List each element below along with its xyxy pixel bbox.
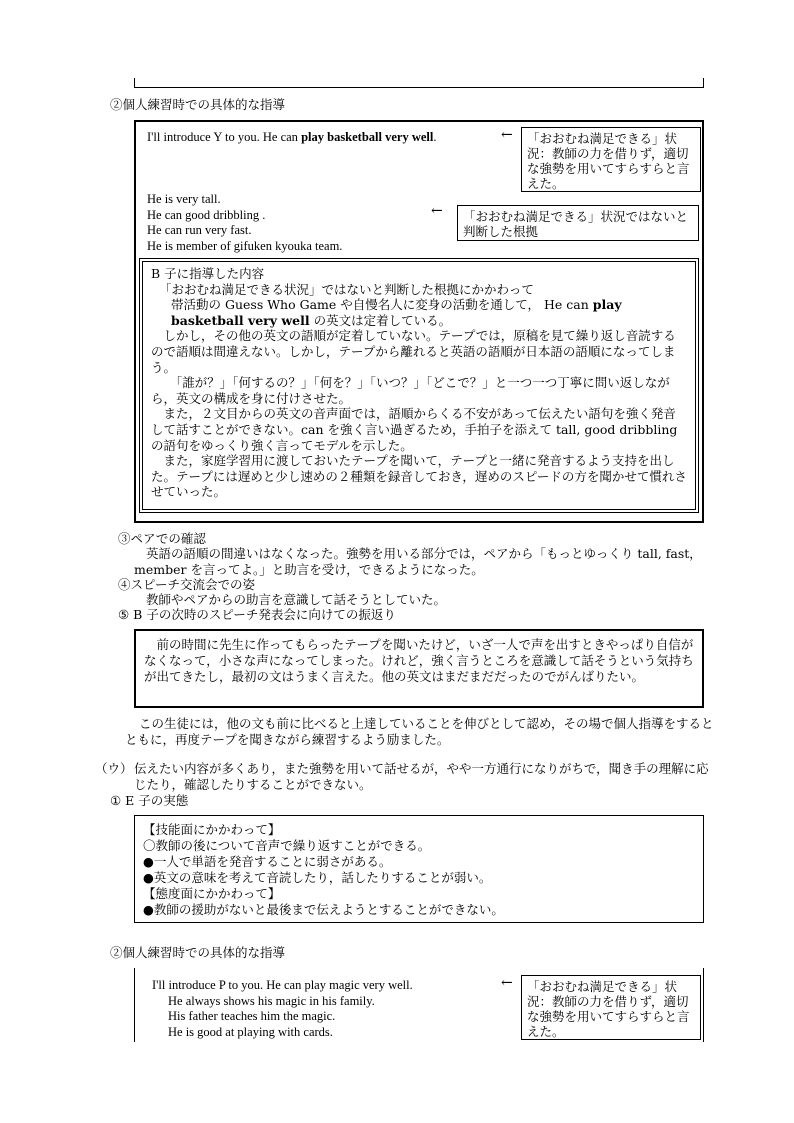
guidance-paragraph: 帯活動の Guess Who Game や自慢名人に変身の活動を通して， He can play basketball very well の英文は定着している。	[171, 297, 622, 328]
section1-heading: ②個人練習時での具体的な指導	[110, 97, 286, 112]
reflection-heading: ⑤ B 子の次時のスピーチ発表会に向けての振返り	[118, 607, 396, 622]
script-line: He is very tall.	[147, 192, 221, 206]
guidance-title: B 子に指導した内容	[151, 266, 265, 281]
section-u-label: （ウ）	[95, 761, 133, 776]
e-child-box: 【技能面にかかわって】 〇教師の後について音声で繰り返すことができる。 ●一人で単語を発音することに弱さがある。 ●英文の意味を考えて音読したり，話したりすることが弱い。 【態度面にかかわって】 ●教師の援助がないと最後まで伝えようとすることができない。	[134, 815, 704, 923]
guidance-paragraph: また，家庭学習用に渡しておいたテープを聞いて，テープと一緒に発音するよう支持を出した。テープには遅めと少し速めの２種類を録音しておき，遅めのスピードの方を聞かせて慣れさせていった。	[151, 453, 687, 500]
speech-heading: ④スピーチ交流会での姿	[118, 577, 256, 592]
speech-text: 教師やペアからの助言を意識して話そうとしていた。	[146, 592, 447, 607]
left-arrow-icon: ←	[501, 127, 513, 143]
left-arrow-icon: ←	[431, 203, 443, 219]
pair-heading: ③ペアでの確認	[118, 531, 206, 546]
script-line-1: I'll introduce Y to you. He can play basketball very well.	[147, 130, 437, 144]
note-box-satisfied: 「おおむね満足できる」状況：教師の力を借りず，適切な強勢を用いてすらすらと言えた。	[521, 127, 701, 192]
guidance-paragraph: 「誰が？」「何するの？」「何を？」「いつ？」「どこで？」と一つ一つ丁寧に問い返しながら，英文の構成を身に付けさせた。	[151, 375, 670, 406]
section2-heading: ②個人練習時での具体的な指導	[110, 945, 286, 960]
section-u-subheading: ① E 子の実態	[110, 793, 189, 808]
script-line: He is member of gifuken kyouka team.	[147, 238, 343, 253]
script-line: He can run very fast.	[147, 223, 252, 237]
guidance-subtitle: 「おおむね満足できる状況」ではないと判断した根拠にかかわって	[159, 281, 534, 297]
script-line: He can good dribbling .	[147, 207, 266, 222]
guidance-box	[139, 258, 699, 513]
script-lines	[147, 192, 342, 254]
teacher-comment: この生徒には，他の文も前に比べると上達していることを伸びとして認め，その場で個人指導をするとともに，再度テープを聞きながら練習するよう励ました。	[125, 716, 714, 747]
note-box-not-satisfied: 「おおむね満足できる」状況ではないと判断した根拠	[457, 205, 699, 241]
previous-box-bottom	[134, 78, 704, 88]
section-u-text: 伝えたい内容が多くあり，また強勢を用いて話せるが，やや一方通行になりがちで，聞き手の理解に応じたり，確認したりすることができない。	[134, 761, 709, 792]
section2-note-box: 「おおむね満足できる」状況：教師の力を借りず，適切な強勢を用いてすらすらと言えた。	[521, 975, 701, 1040]
section2-script: I'll introduce P to you. He can play magic very well. He always shows his magic in his family. His father teaches him the magic. He is good at playing with cards.	[152, 978, 413, 1039]
left-arrow-icon: ←	[501, 975, 513, 991]
pair-text: 英語の語順の間違いはなくなった。強勢を用いる部分では，ペアから「もっとゆっくり tall, fast，member を言ってよ。」と助言を受け，できるようになった。	[134, 546, 702, 577]
guidance-paragraph: また，２文目からの英文の音声面では，語順からくる不安があって伝えたい語句を強く発音して話すことができない。can を強く言い過ぎるため，手拍子を添えて tall, good dribbling の語句をゆっくり強く言ってモデルを示した。	[151, 406, 678, 453]
guidance-paragraph: しかし，その他の英文の語順が定着していない。テープでは，原稿を見て繰り返し音読するので語順は間違えない。しかし，テープから離れると英語の語順が日本語の語順になってしまう。	[151, 328, 676, 375]
reflection-box: 前の時間に先生に作ってもらったテープを聞いたけど，いざ一人で声を出すときやっぱり自信がなくなって，小さな声になってしまった。けれど，強く言うところを意識して話そうという気持ちが出てきたし，最初の文はうまく言えた。他の英文はまだまだだったのでがんばりたい。	[134, 629, 704, 708]
